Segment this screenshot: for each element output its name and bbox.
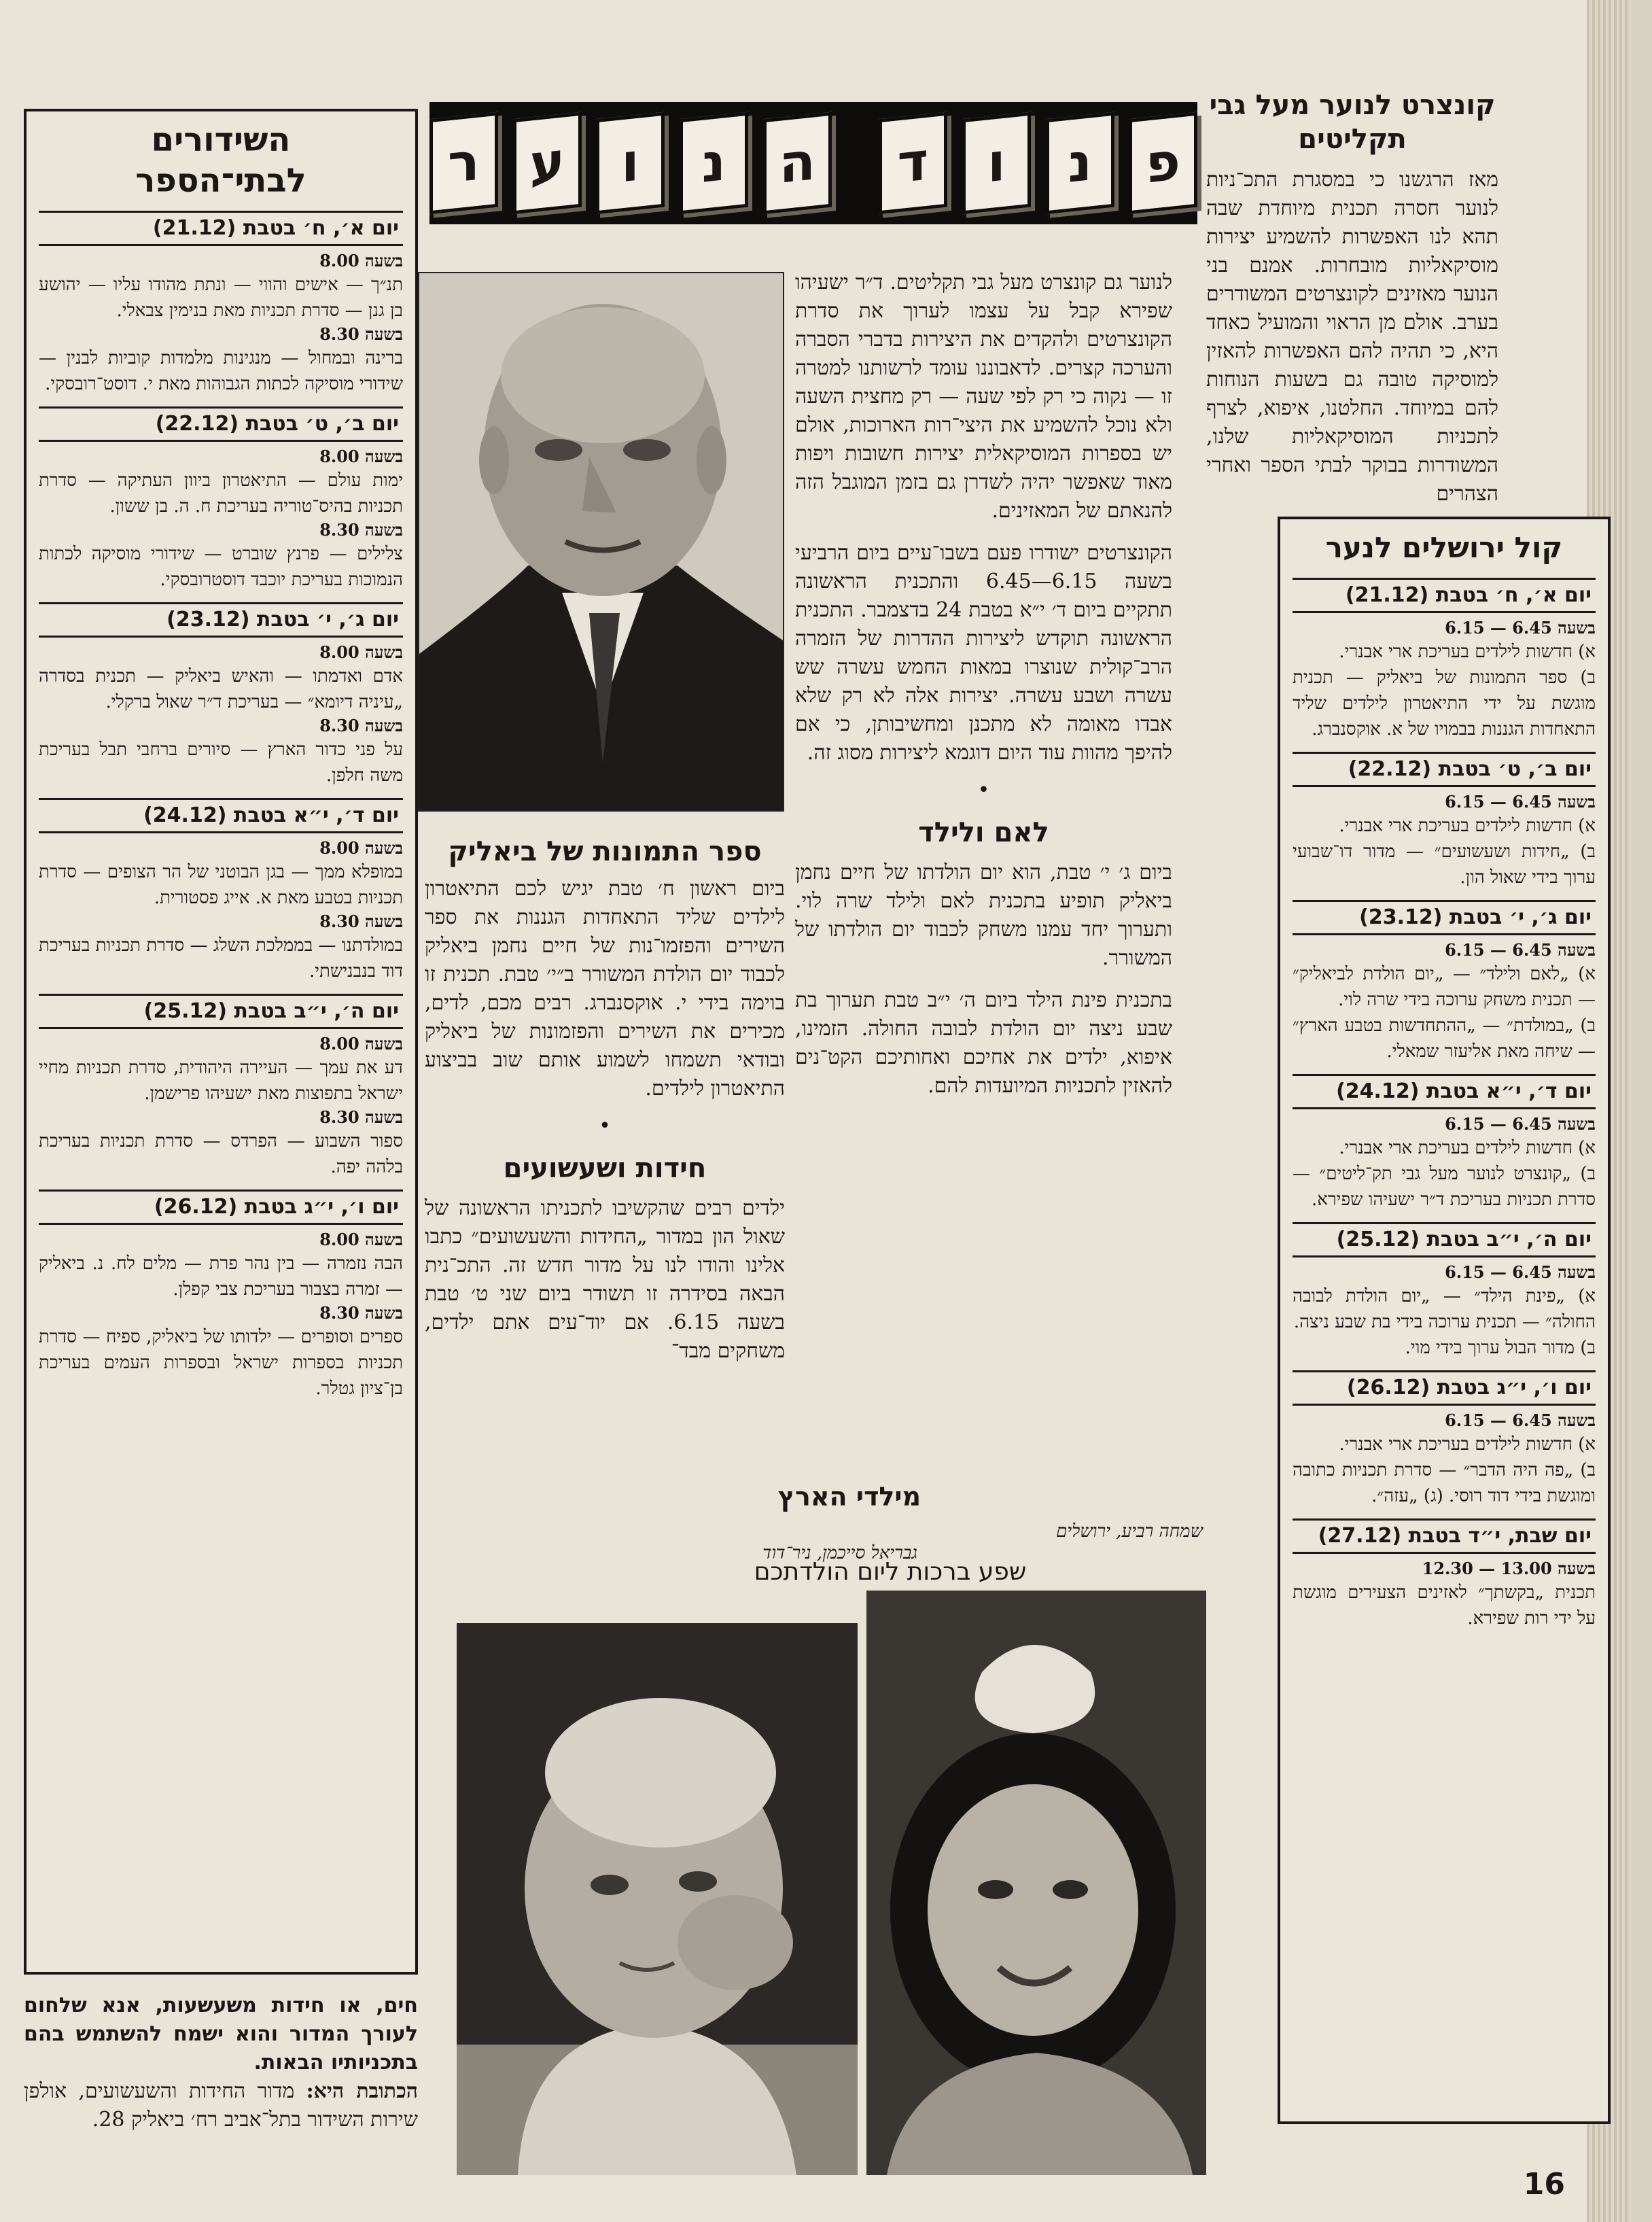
schedule-item: צלילים — פרנץ שוברט — שידורי מוסיקה לכתות הנמוכות בעריכת יוכבד דוסטרובסקי.: [39, 544, 403, 590]
concert-headline-line1: קונצרט לנוער מעל גבי: [1209, 90, 1496, 121]
kids-corner-body: בתכנית פינת הילד ביום ה׳ י״ב טבת תערוך בת שבע ניצה יום הולדת לבובה החולה. הזמינו, איפוא, ילדים את אחיכם ואחותיכם הקט־נים להאזין לתכניות המיועדות להם.: [795, 988, 1172, 1098]
schedule-time: בשעה 8.00: [319, 447, 403, 466]
boy-photo: [457, 1623, 858, 2175]
schedule-item: ספור השבוע — הפרדס — סדרת תכניות בעריכת בלהה יפה.: [39, 1131, 403, 1177]
schedule-time: בשעה 8.30: [319, 1303, 403, 1323]
schedule-item: א) חדשות לילדים בעריכת ארי אבנרי.: [1339, 816, 1596, 836]
schedule-day-header: יום ב׳, ט׳ בטבת (22.12): [39, 406, 403, 442]
girl-image: [866, 1591, 1206, 2175]
schedule-day-header: יום ו׳, י״ג בטבת (26.12): [1293, 1370, 1596, 1406]
picture-book-body: ביום ראשון ח׳ טבת יגיש לכם התיאטרון לילדים שליד התאחדות הגננות את ספר השירים והפזמו־נות של חיים נחמן ביאליק לכבוד יום הולדת המשורר ב״י׳ טבת. תכנית זו בוימה בידי י. אוקסנברג. רבים מכם, לדים, מכירים את השירים והפזמונות של ביאליק ובודאי תשמחו לשמוע אותם שוב בביצוע התיאטרון לילדים.: [425, 877, 785, 1100]
address-text: מדור החידות והשעשועים, אולפן שירות השידור בתל־אביב רח׳ ביאליק 28.: [24, 2079, 418, 2132]
banner-spacer: [846, 118, 864, 209]
concert-headline: [1206, 88, 1498, 156]
concert-continued: לנוער גם קונצרט מעל גבי תקליטים. ד״ר ישעיהו שפירא קבל על עצמו לערוך את סדרת הקונצרטים ולהקדים את היצירות בדברי הסברה והערכה קצרים. לדאבוננו עומד לרשותנו למטרה זו — נקוה כי רק לפי שעה — רק מחצית השעה ולא נוכל להשמיע את היצי־רות הארוכות, אולם יש בספרות המוסיקאלית יצירות חשובות ויפות מאוד שאפשר יהיה לשדרן גם בזמן המוגבל הזה להנאתם של המאזינים.: [795, 271, 1172, 523]
school-broadcasts-box: [24, 109, 418, 1975]
separator: •: [977, 778, 990, 802]
mom-child-body: ביום ג׳ י׳ טבת, הוא יום הולדתו של חיים נחמן ביאליק תופיע בתכנית לאם ולילד שרה לוי. ותערוך יחד עמנו משחק לכבוד יום הולדתו של המשורר.: [795, 861, 1172, 970]
section-banner: [429, 102, 1197, 224]
schedule-item: במולדתנו — בממלכת השלג — סדרת תכניות בעריכת דוד בנבנישתי.: [39, 935, 403, 982]
schedule-item: ספרים וסופרים — ילדותו של ביאליק, ספיח — סדרת תכניות בספרות ישראל ובספרות העמים בעריכת בן־ציון גטלר.: [39, 1327, 403, 1399]
schedule-item: ב) „פה היה הדבר״ — סדרת תכניות כתובה ומוגשת בידי דוד רוסי. (ג) „עזה״.: [1293, 1460, 1596, 1506]
schedule-time: בשעה 8.30: [319, 912, 403, 931]
schedule-day-header: יום ג׳, י׳ בטבת (23.12): [39, 602, 403, 638]
schedule-time: בשעה 8.30: [319, 520, 403, 540]
schedule-day-header: יום ג׳, י׳ בטבת (23.12): [1293, 900, 1596, 935]
schedule-time: בשעה 6.45 — 6.15: [1445, 792, 1596, 812]
schedule-item: א) „לאם ולילד״ — „יום הולדת לביאליק״ — תכנית משחק ערוכה בידי שרה לוי.: [1293, 964, 1596, 1010]
riddles-body: ילדים רבים שהקשיבו לתכניתו הראשונה של שאול הון במדור „החידות והשעשועים״ כתבו אלינו והודו לנו על מדור חדש זה. התכ־נית הבאה בסידרה זו תשודר ביום שני ט׳ טבת בשעה 6.15. אם יוד־עים אתם ילדים, משחקים מבד־: [425, 1196, 785, 1363]
concert-intro: מאז הרגשנו כי במסגרת התכ־ניות לנוער חסרה תכנית מיוחדת שבה תהא לנו האפשרות להשמיע יצירות מוסיקאליות מובחרות. אמנם בני הנוער מאזינים לקונצרטים המשודרים בערב. אולם מן הראוי והמועיל כאחד היא, כי תהיה להם האפשרות להאזין למוסיקה טובה גם בשעות הנוחות להם במיוחד. החלטנו, איפוא, לצרף לתכניות המוסיקאליות שלנו, המשודרות בבוקר לבתי הספר ואחרי הצהרים: [1206, 168, 1498, 506]
schedule-time: בשעה 8.00: [319, 838, 403, 858]
schedule-time: בשעה 6.45 — 6.15: [1445, 1114, 1596, 1134]
schedule-day-header: יום א׳, ח׳ בטבת (21.12): [1293, 578, 1596, 613]
schedule-day-header: יום ו׳, י״ג בטבת (26.12): [39, 1190, 403, 1225]
schedule-time: בשעה 8.00: [319, 1034, 403, 1054]
boy-image: [457, 1623, 858, 2175]
schedule-time: בשעה 8.00: [319, 251, 403, 271]
children-names-1: שמחה רביע, ירושלים: [1056, 1521, 1203, 1542]
school-box-title: [27, 120, 415, 201]
address-block: [24, 2077, 418, 2134]
schedule-day-header: יום א׳, ח׳ בטבת (21.12): [39, 211, 403, 246]
kol-yerushalayim-box: [1278, 517, 1611, 2124]
girl-photo: [866, 1591, 1206, 2175]
center-right-column: [795, 268, 1172, 1100]
schedule-time: בשעה 6.45 — 6.15: [1445, 940, 1596, 960]
riddles-title: חידות ושעשועים: [503, 1153, 707, 1184]
schedule-time: בשעה 8.00: [319, 1230, 403, 1249]
schedule-item: ברינה ובמחול — מנגינות מלמדות קוביות לבנין — שידורי מוסיקה לכתות הגבוהות מאת י. דוסט־רובסקי.: [39, 348, 403, 394]
children-section-title: מילדי הארץ: [777, 1482, 921, 1512]
banner-letter-block: פ: [1129, 112, 1197, 215]
schedule-day-header: יום ב׳, ט׳ בטבת (22.12): [1293, 752, 1596, 787]
schedule-time: בשעה 8.30: [319, 716, 403, 735]
school-title-line1: השידורים: [151, 121, 291, 159]
schedule-item: הבה נזמרה — בין נהר פרת — מלים לח. נ. ביאליק — זמרה בצבור בעריכת צבי קפלן.: [39, 1253, 403, 1300]
mom-child-title: לאם ולילד: [918, 817, 1049, 848]
kol-box-title: קול ירושלים לנער: [1325, 531, 1563, 564]
banner-letter-block: נ: [1046, 112, 1114, 215]
schedule-item: אדם ואדמתו — והאיש ביאליק — תכנית בסדרה „עיניה דיומא״ — בעריכת ד״ר שאול ברקלי.: [39, 666, 403, 712]
banner-letter-block: ו: [962, 112, 1031, 215]
schedule-time: בשעה 8.30: [319, 1107, 403, 1127]
school-title-line2: לבתי־הספר: [135, 162, 306, 200]
schedule-time: בשעה 8.30: [319, 324, 403, 344]
page-number: 16: [1523, 2167, 1565, 2202]
schedule-day-header: יום שבת, י״ד בטבת (27.12): [1293, 1518, 1596, 1554]
schedule-item: תכנית „בקשתך״ לאזינים הצעירים מוגשת על ידי רות שפירא.: [1293, 1582, 1596, 1629]
banner-letter-block: ו: [596, 112, 665, 215]
banner-letter-block: ע: [513, 112, 582, 215]
picture-book-title: ספר התמונות של ביאליק: [448, 836, 762, 867]
school-schedule: [27, 211, 415, 1402]
schedule-day-header: יום ד׳, י״א בטבת (24.12): [39, 798, 403, 833]
schedule-item: על פני כדור הארץ — סיורים ברחבי תבל בעריכת משה חלפן.: [39, 740, 403, 786]
schedule-time: בשעה 6.45 — 6.15: [1445, 1262, 1596, 1282]
banner-letter-block: ר: [429, 112, 498, 215]
schedule-time: בשעה 6.45 — 6.15: [1445, 618, 1596, 638]
schedule-item: א) חדשות לילדים בעריכת ארי אבנרי.: [1339, 1138, 1596, 1158]
portrait-photo: [418, 272, 784, 812]
schedule-day-header: יום ד׳, י״א בטבת (24.12): [1293, 1074, 1596, 1109]
banner-letter-block: ה: [763, 112, 832, 215]
concert-schedule-text: הקונצרטים ישודרו פעם בשבו־עיים ביום הרביעי בשעה 6.15—6.45 והתכנית הראשונה תתקיים ביום ד׳ י״א בטבת 24 בדצמבר. התכנית הראשונה תוקדש ליצירות ההדרות של הזמרה הרב־קולית שנוצרו במאות החמש עשרה שש עשרה ושבע עשרה. יצירות אלה לא רק שלא אבדו מאומה לא מתכנן ומחשיבותן, כי אם להיפך מהוות עוד היום דוגמא ליצירות מסוג זה.: [795, 541, 1172, 765]
left-bottom-text: [24, 1992, 418, 2134]
schedule-item: דע את עמך — העיירה היהודית, סדרת תכניות מחיי ישראל בתפוצות מאת ישעיהו פרישמן.: [39, 1058, 403, 1104]
banner-letter-block: ד: [879, 112, 947, 215]
banner-letter-block: נ: [680, 112, 748, 215]
schedule-item: א) „פינת הילד״ — „יום הולדת לבובה החולה״ — תכנית ערוכה בידי בת שבע ניצה.: [1293, 1286, 1596, 1332]
schedule-day-header: יום ה׳, י״ב בטבת (25.12): [39, 994, 403, 1029]
concert-headline-line2: תקליטים: [1298, 124, 1407, 155]
riddles-call: חים, או חידות משעשעות, אנא שלחום לעורך המדור והוא ישמח להשתמש בהם בתכניותיו הבאות.: [24, 1994, 418, 2075]
schedule-item: ב) מדור הבול ערוך בידי מוי.: [1405, 1338, 1596, 1358]
schedule-item: א) חדשות לילדים בעריכת ארי אבנרי.: [1339, 1434, 1596, 1455]
portrait-image: [419, 273, 783, 810]
schedule-item: ב) „קונצרט לנוער מעל גבי תק־ליטים״ — סדרת תכניות בעריכת ד״ר ישעיהו שפירא.: [1293, 1164, 1596, 1210]
schedule-time: בשעה 6.45 — 6.15: [1445, 1410, 1596, 1430]
schedule-item: ב) ספר התמונות של ביאליק — תכנית מוגשת על ידי התיאטרון לילדים שליד התאחדות הגננות בבמויו של א. אוקסנברג.: [1293, 667, 1596, 740]
address-label: הכתובת היא:: [306, 2079, 418, 2103]
schedule-item: תנ״ך — אישים והווי — ונתת מהודו עליו — יהושע בן גנן — סדרת תכניות מאת בנימין צבאלי.: [39, 275, 403, 321]
schedule-time: בשעה 13.00 — 12.30: [1422, 1559, 1596, 1578]
schedule-day-header: יום ה׳, י״ב בטבת (25.12): [1293, 1222, 1596, 1257]
schedule-item: במופלא ממך — בגן הבוטני של הר הצופים — סדרת תכניות בטבע מאת א. אייג פסטורית.: [39, 862, 403, 908]
center-left-column: [425, 833, 785, 1366]
schedule-item: ימות עולם — התיאטרון ביוון העתיקה — סדרת תכניות בהיס־טוריה בעריכת ח. ה. בן ששון.: [39, 470, 403, 517]
children-names-2: גבריאל סייכמן, ניר־דוד: [762, 1543, 917, 1563]
birthday-greeting: שפע ברכות ליום הולדתכם: [754, 1558, 1027, 1586]
schedule-item: ב) „חידות ושעשועים״ — מדור דו־שבועי ערוך בידי שאול הון.: [1293, 841, 1596, 888]
separator-2: •: [599, 1114, 611, 1138]
schedule-item: ב) „במולדת״ — „ההתחדשות בטבע הארץ״ — שיחה מאת אליעזר שמאלי.: [1293, 1015, 1596, 1062]
schedule-item: א) חדשות לילדים בעריכת ארי אבנרי.: [1339, 642, 1596, 662]
right-column: [1206, 88, 1498, 508]
kol-schedule: [1280, 578, 1608, 1631]
schedule-time: בשעה 8.00: [319, 642, 403, 662]
